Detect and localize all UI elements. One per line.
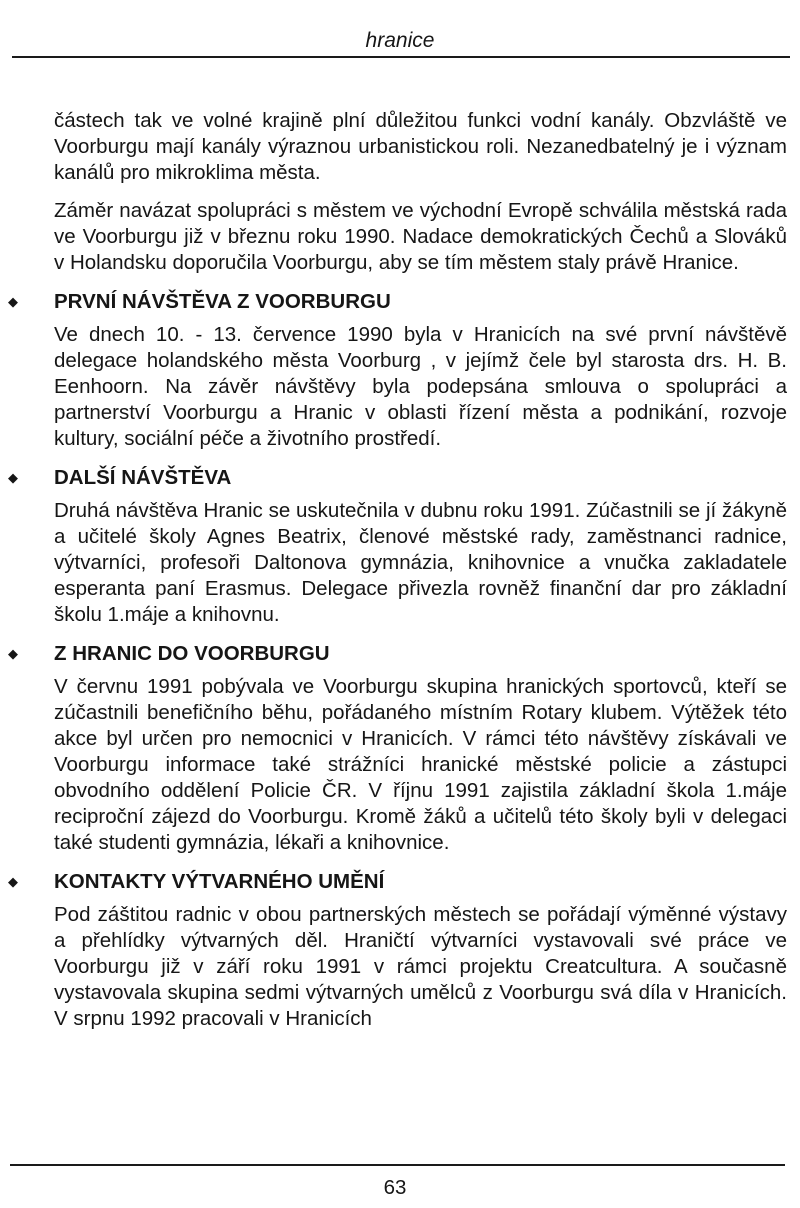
paragraph-zamer: Záměr navázat spolupráci s městem ve východní Evropě schválila městská rada ve Voorburgu již v březnu roku 1990. Nadace demokratických Čechů a Slováků v Holandsku doporučila Voorburgu, aby se tím městem staly právě Hranice. bbox=[54, 199, 787, 274]
page-body bbox=[8, 108, 787, 1044]
paragraph-z-hranic: V červnu 1991 pobývala ve Voorburgu skupina hranických sportovců, kteří se zúčastnili benefičního běhu, pořádaného místním Rotary klubem. Výtěžek této akce byl určen pro nemocnici v Hranicích. V rámci této návštěvy získávali ve Voorburgu informace také strážníci hranické městské policie a zástupci obvodního oddělení Policie ČR. V říjnu 1991 zajistila základní škola 1.máje reciproční zájezd do Voorburgu. Kromě žáků a učitelů této školy byli v delegaci také studenti gymnázia, lékaři a knihovnice. bbox=[54, 675, 787, 854]
section-heading-dalsi-navsteva bbox=[8, 464, 787, 492]
running-header: hranice bbox=[365, 29, 435, 52]
diamond-bullet-icon: ◆ bbox=[8, 294, 18, 309]
diamond-bullet-icon: ◆ bbox=[8, 874, 18, 889]
diamond-bullet-icon: ◆ bbox=[8, 470, 18, 485]
section-heading-kontakty bbox=[8, 868, 787, 896]
footer-divider bbox=[10, 1164, 785, 1166]
diamond-bullet-icon: ◆ bbox=[8, 646, 18, 661]
section-heading-text: DALŠÍ NÁVŠTĚVA bbox=[54, 466, 232, 489]
section-heading-text: KONTAKTY VÝTVARNÉHO UMĚNÍ bbox=[54, 870, 385, 893]
paragraph-prvni-navsteva: Ve dnech 10. - 13. července 1990 byla v Hranicích na své první návštěvě delegace holandského města Voorburg , v jejímž čele byl starosta drs. H. B. Eenhoorn. Na závěr návštěvy byla podepsána smlouva o spolupráci a partnerství Voorburgu a Hranic v oblasti řízení města a podnikání, rozvoje kultury, sociální péče a životního prostředí. bbox=[54, 323, 787, 450]
section-heading-text: PRVNÍ NÁVŠTĚVA Z VOORBURGU bbox=[54, 290, 391, 313]
section-heading-text: Z HRANIC DO VOORBURGU bbox=[54, 642, 330, 665]
page-number: 63 bbox=[383, 1176, 407, 1199]
section-heading-z-hranic bbox=[8, 640, 787, 668]
section-heading-prvni-navsteva bbox=[8, 288, 787, 316]
paragraph-kontakty: Pod záštitou radnic v obou partnerských městech se pořádají výměnné výstavy a přehlídky výtvarných děl. Hraničtí výtvarníci vystavovali své práce ve Voorburgu již v září roku 1991 v rámci projektu Creatcultura. A současně vystavovala skupina sedmi výtvarných umělců z Voorburgu svá díla v Hranicích. V srpnu 1992 pracovali v Hranicích bbox=[54, 903, 787, 1030]
header-divider bbox=[12, 56, 790, 58]
paragraph-dalsi-navsteva: Druhá návštěva Hranic se uskutečnila v dubnu roku 1991. Zúčastnili se jí žákyně a učitelé školy Agnes Beatrix, členové městské rady, zaměstnanci radnice, výtvarníci, profesoři Daltonova gymnázia, knihovnice a vnučka zakladatele esperanta paní Erasmus. Delegace přivezla rovněž finanční dar pro základní školu 1.máje a knihovnu. bbox=[54, 499, 787, 626]
paragraph-kanaly: částech tak ve volné krajině plní důležitou funkci vodní kanály. Obzvláště ve Voorburgu mají kanály výraznou urbanistickou roli. Nezanedbatelný je i význam kanálů pro mikroklima města. bbox=[54, 109, 787, 184]
